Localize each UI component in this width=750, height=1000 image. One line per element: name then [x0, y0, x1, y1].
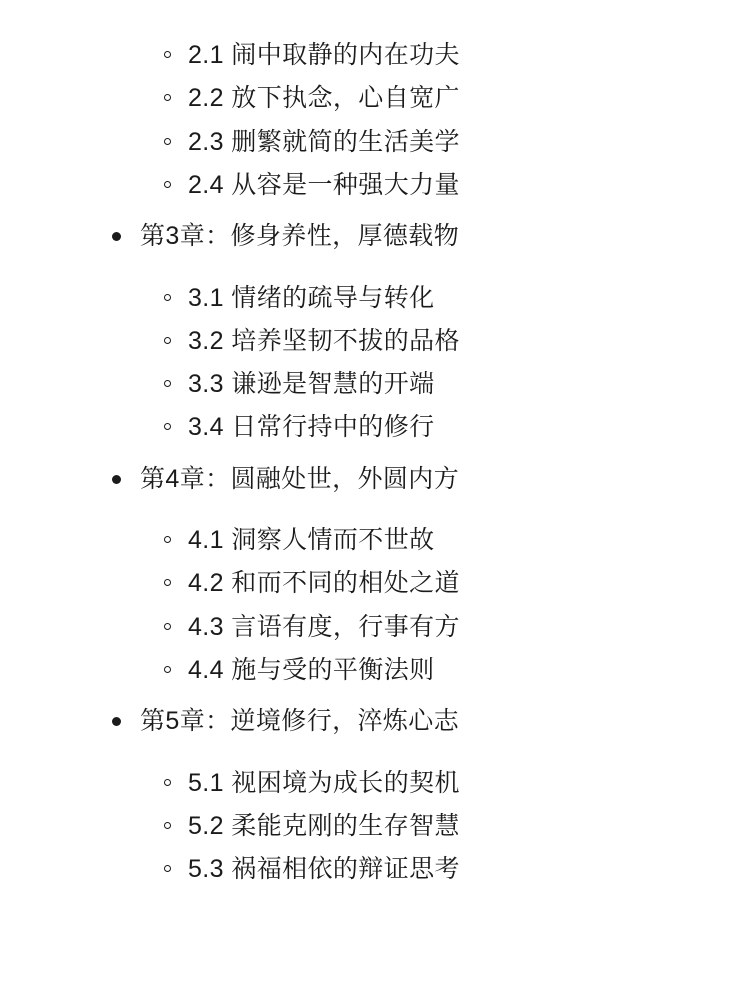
- circle-bullet-icon: [164, 865, 171, 872]
- list-item[interactable]: [40, 519, 710, 562]
- toc-group: [40, 277, 710, 450]
- toc-group: [40, 519, 710, 692]
- section-list: [40, 762, 710, 892]
- circle-bullet-icon: [164, 380, 171, 387]
- circle-bullet-icon: [164, 181, 171, 188]
- list-item[interactable]: [40, 363, 710, 406]
- chapter-label: 第4章：圆融处世，外圆内方: [140, 464, 460, 493]
- list-item[interactable]: [40, 121, 710, 164]
- circle-bullet-icon: [164, 822, 171, 829]
- spacer: [40, 450, 710, 460]
- section-label: 3.1 情绪的疏导与转化: [188, 283, 435, 312]
- list-item[interactable]: [40, 606, 710, 649]
- list-item[interactable]: [40, 762, 710, 805]
- spacer: [40, 263, 710, 277]
- table-of-contents: [40, 34, 710, 891]
- list-item[interactable]: [40, 649, 710, 692]
- list-item[interactable]: [40, 277, 710, 320]
- section-label: 4.3 言语有度，行事有方: [188, 612, 460, 641]
- circle-bullet-icon: [164, 623, 171, 630]
- disc-bullet-icon: [112, 475, 121, 484]
- list-item[interactable]: [40, 848, 710, 891]
- list-item[interactable]: [40, 164, 710, 207]
- section-label: 3.4 日常行持中的修行: [188, 413, 435, 442]
- section-label: 4.1 洞察人情而不世故: [188, 526, 435, 554]
- circle-bullet-icon: [164, 536, 171, 543]
- list-item[interactable]: [40, 34, 710, 77]
- circle-bullet-icon: [164, 779, 171, 786]
- spacer: [40, 692, 710, 702]
- chapter-heading[interactable]: [40, 217, 710, 257]
- section-label: 2.4 从容是一种强大力量: [188, 170, 460, 199]
- list-item[interactable]: [40, 77, 710, 120]
- disc-bullet-icon: [112, 232, 121, 241]
- section-list: [40, 519, 710, 692]
- section-label: 2.2 放下执念，心自宽广: [188, 84, 460, 113]
- section-label: 2.3 删繁就简的生活美学: [188, 127, 460, 156]
- spacer: [40, 505, 710, 519]
- section-label: 2.1 闹中取静的内在功夫: [188, 41, 460, 69]
- chapter-label: 第5章：逆境修行，淬炼心志: [140, 707, 460, 735]
- toc-group: [40, 34, 710, 207]
- circle-bullet-icon: [164, 423, 171, 430]
- list-item[interactable]: [40, 320, 710, 363]
- section-label: 4.2 和而不同的相处之道: [188, 569, 460, 598]
- circle-bullet-icon: [164, 337, 171, 344]
- chapter-label: 第3章：修身养性，厚德载物: [140, 222, 460, 250]
- section-label: 5.1 视困境为成长的契机: [188, 768, 460, 797]
- section-label: 5.3 祸福相依的辩证思考: [188, 855, 460, 883]
- section-list: [40, 277, 710, 450]
- section-label: 3.2 培养坚韧不拔的品格: [188, 326, 460, 355]
- circle-bullet-icon: [164, 579, 171, 586]
- circle-bullet-icon: [164, 51, 171, 58]
- list-item[interactable]: [40, 562, 710, 605]
- list-item[interactable]: [40, 805, 710, 848]
- chapter-heading[interactable]: [40, 702, 710, 742]
- circle-bullet-icon: [164, 666, 171, 673]
- section-label: 5.2 柔能克刚的生存智慧: [188, 811, 460, 840]
- section-list: [40, 34, 710, 207]
- chapter-heading[interactable]: [40, 460, 710, 500]
- circle-bullet-icon: [164, 94, 171, 101]
- section-label: 4.4 施与受的平衡法则: [188, 655, 435, 684]
- circle-bullet-icon: [164, 138, 171, 145]
- toc-group: [40, 762, 710, 892]
- disc-bullet-icon: [112, 717, 121, 726]
- section-label: 3.3 谦逊是智慧的开端: [188, 370, 435, 398]
- spacer: [40, 748, 710, 762]
- spacer: [40, 207, 710, 217]
- circle-bullet-icon: [164, 294, 171, 301]
- list-item[interactable]: [40, 406, 710, 449]
